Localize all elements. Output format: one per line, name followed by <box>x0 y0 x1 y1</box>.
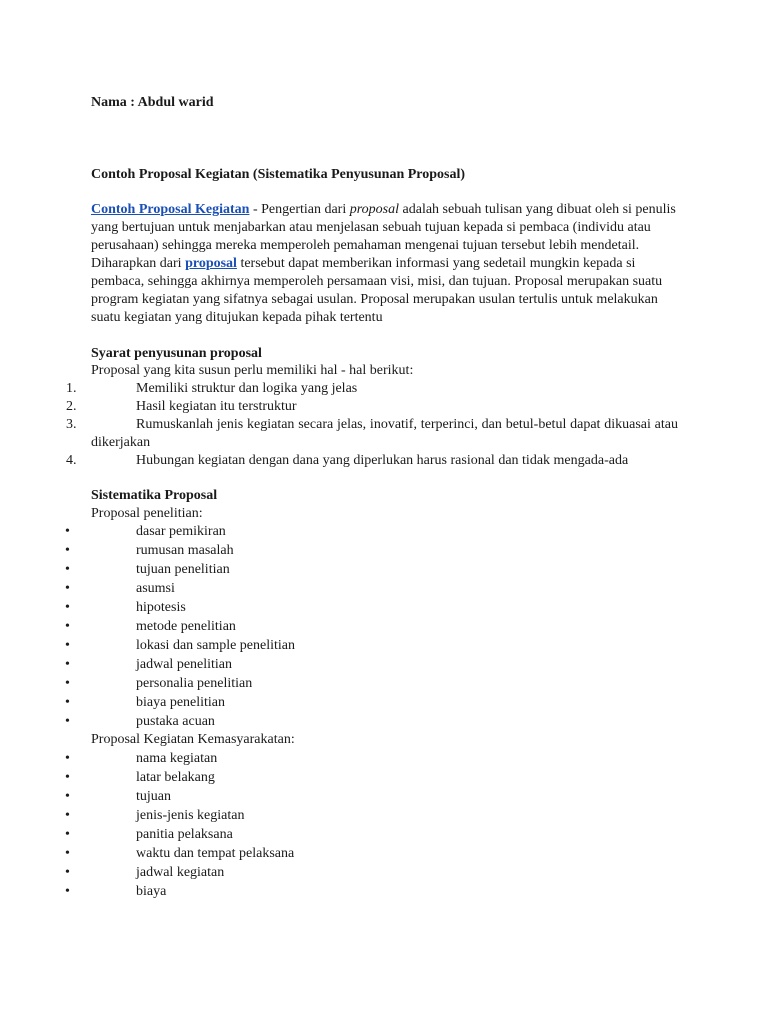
intro-paragraph <box>91 201 676 327</box>
bullet-icon: • <box>65 657 70 672</box>
list-item-text: jadwal kegiatan <box>136 865 225 880</box>
list-item-text: Hubungan kegiatan dengan dana yang diperlukan harus rasional dan tidak mengada-ada <box>136 453 629 468</box>
contoh-proposal-link[interactable]: Contoh Proposal Kegiatan <box>91 202 250 217</box>
list-item-text: dasar pemikiran <box>136 524 226 539</box>
bullet-icon: • <box>65 638 70 653</box>
bullet-icon: • <box>65 751 70 766</box>
proposal-link[interactable]: proposal <box>185 256 237 271</box>
list-item-text: pustaka acuan <box>136 714 215 729</box>
list-item <box>0 398 678 416</box>
list-item-text: personalia penelitian <box>136 676 253 691</box>
list-item-text: Memiliki struktur dan logika yang jelas <box>136 381 358 396</box>
kemasyarakatan-label: Proposal Kegiatan Kemasyarakatan: <box>91 732 295 747</box>
bullet-icon: • <box>65 884 70 899</box>
intro-text-2: adalah sebuah tulisan yang dibuat oleh si penulis yang bertujuan untuk menjabarkan atau menjelasan sebuah tujuan kepada si pembaca (individu atau perusahaan) sehingga mereka memperoleh pemahaman mengenai tujuan tersebut lebih mendetail. Diharapkan dari <box>91 202 676 271</box>
list-item <box>0 380 678 398</box>
bullet-icon: • <box>65 827 70 842</box>
list-item-text: biaya <box>136 884 167 899</box>
list-item <box>0 416 678 452</box>
list-item-text: lokasi dan sample penelitian <box>136 638 296 653</box>
bullet-icon: • <box>65 581 70 596</box>
syarat-list <box>0 380 678 470</box>
syarat-subtitle: Proposal yang kita susun perlu memiliki hal - hal berikut: <box>91 363 414 378</box>
list-item-text: nama kegiatan <box>136 751 218 766</box>
list-item-text: Hasil kegiatan itu terstruktur <box>136 399 297 414</box>
bullet-icon: • <box>65 619 70 634</box>
list-item-text: tujuan <box>136 789 171 804</box>
document-title: Contoh Proposal Kegiatan (Sistematika Penyusunan Proposal) <box>91 167 466 182</box>
list-item-text: jadwal penelitian <box>136 657 233 672</box>
penelitian-label: Proposal penelitian: <box>91 506 203 521</box>
bullet-icon: • <box>65 770 70 785</box>
list-number: 3. <box>66 417 77 432</box>
sistematika-heading: Sistematika Proposal <box>91 488 218 503</box>
bullet-icon: • <box>65 562 70 577</box>
author-name: Nama : Abdul warid <box>91 95 214 110</box>
list-number: 4. <box>66 453 77 468</box>
bullet-icon: • <box>65 600 70 615</box>
list-item-text: hipotesis <box>136 600 186 615</box>
intro-italic-proposal: proposal <box>349 202 400 217</box>
bullet-icon: • <box>65 543 70 558</box>
intro-text-3: tersebut dapat memberikan informasi yang sedetail mungkin kepada si pembaca, sehingga akhirnya memperoleh persamaan visi, misi, dan tujuan. Proposal merupakan suatu program kegiatan yang sifatnya sebagai usulan. Proposal merupakan usulan tertulis untuk melakukan suatu kegiatan yang ditujukan kepada pihak tertentu <box>91 256 663 325</box>
list-item-text: rumusan masalah <box>136 543 234 558</box>
list-item-text: asumsi <box>136 581 175 596</box>
bullet-icon: • <box>65 808 70 823</box>
bullet-icon: • <box>65 846 70 861</box>
list-item-text: latar belakang <box>136 770 215 785</box>
list-number: 2. <box>66 399 77 414</box>
bullet-icon: • <box>65 524 70 539</box>
list-item <box>0 452 678 470</box>
intro-text-1: - Pengertian dari <box>249 202 350 217</box>
list-item-text: jenis-jenis kegiatan <box>136 808 245 823</box>
list-item-text: biaya penelitian <box>136 695 226 710</box>
bullet-icon: • <box>65 789 70 804</box>
list-number: 1. <box>66 381 77 396</box>
list-item-text: tujuan penelitian <box>136 562 230 577</box>
list-item-text: waktu dan tempat pelaksana <box>136 846 295 861</box>
list-item-text: metode penelitian <box>136 619 236 634</box>
bullet-icon: • <box>65 695 70 710</box>
bullet-icon: • <box>65 676 70 691</box>
bullet-icon: • <box>65 714 70 729</box>
syarat-heading: Syarat penyusunan proposal <box>91 346 262 361</box>
list-item-text: Rumuskanlah jenis kegiatan secara jelas, inovatif, terperinci, dan betul-betul dapat dikuasai atau dikerjakan <box>91 417 678 450</box>
bullet-icon: • <box>65 865 70 880</box>
list-item-text: panitia pelaksana <box>136 827 233 842</box>
